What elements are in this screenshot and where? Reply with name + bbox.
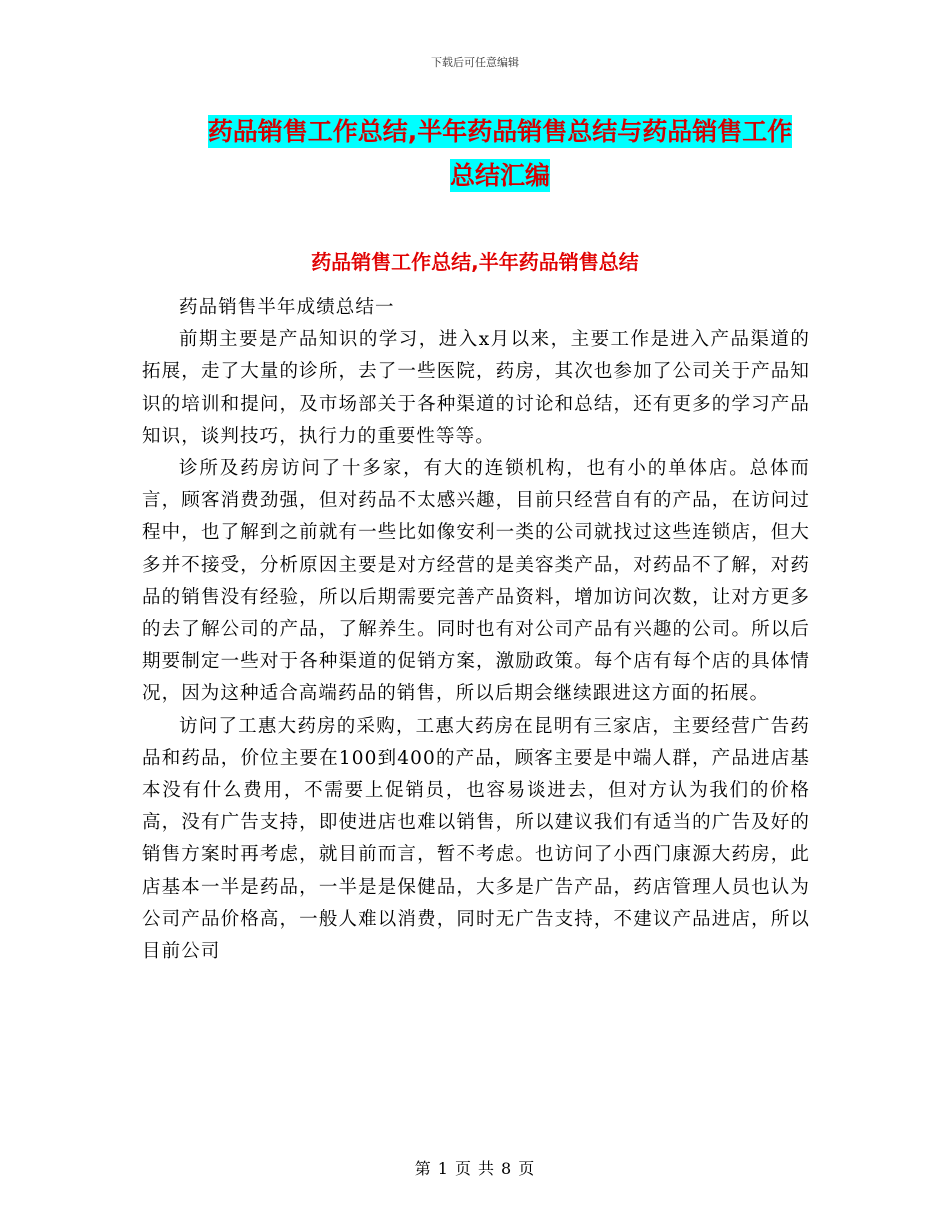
page-total: 8 bbox=[501, 1159, 513, 1178]
footer-unit: 页 bbox=[454, 1159, 472, 1178]
paragraph: 访问了工惠大药房的采购，工惠大药房在昆明有三家店，主要经营广告药品和药品，价位主要在100到400的产品，顾客主要是中端人群，产品进店基本没有什么费用，不需要上促销员，也容易谈进去，但对方认为我们的价格高，没有广告支持，即使进店也难以销售，所以建议我们有适当的广告及好的销售方案时再考虑，就目前而言，暂不考虑。也访问了小西门康源大药房，此店基本一半是药品，一半是是保健品，大多是广告产品，药店管理人员也认为公司产品价格高，一般人难以消费，同时无广告支持，不建议产品进店，所以目前公司 bbox=[142, 715, 810, 963]
document-title bbox=[150, 110, 850, 198]
document-title-line2: 总结汇编 bbox=[449, 161, 550, 190]
paragraph: 诊所及药房访问了十多家，有大的连锁机构，也有小的单体店。总体而言，顾客消费劲强，但对药品不太感兴趣，目前只经营自有的产品，在访问过程中，也了解到之前就有一些比如像安利一类的公司就找过这些连锁店，但大多并不接受，分析原因主要是对方经营的是美容类产品，对药品不了解，对药品的销售没有经验，所以后期需要完善产品资料，增加访问次数，让对方更多的去了解公司的产品，了解养生。同时也有对公司产品有兴趣的公司。所以后期要制定一些对于各种渠道的促销方案，激励政策。每个店有每个店的具体情况，因为这种适合高端药品的销售，所以后期会继续跟进这方面的拓展。 bbox=[142, 458, 810, 705]
document-title-line1: 药品销售工作总结,半年药品销售总结与药品销售工作 bbox=[207, 117, 793, 146]
page-number: 1 bbox=[437, 1159, 449, 1178]
paragraph: 前期主要是产品知识的学习，进入x月以来，主要工作是进入产品渠道的拓展，走了大量的诊所，去了一些医院，药房，其次也参加了公司关于产品知识的培训和提问，及市场部关于各种渠道的讨论和总结，还有更多的学习产品知识，谈判技巧，执行力的重要性等等。 bbox=[142, 329, 810, 447]
body-text bbox=[142, 292, 810, 968]
page-footer bbox=[0, 1156, 950, 1179]
section-title: 药品销售工作总结,半年药品销售总结 bbox=[311, 250, 639, 274]
footer-suffix: 页 bbox=[518, 1159, 536, 1178]
footer-middle: 共 bbox=[478, 1159, 496, 1178]
header-note: 下载后可任意编辑 bbox=[431, 56, 519, 69]
footer-prefix: 第 bbox=[414, 1159, 432, 1178]
paragraph: 药品销售半年成绩总结一 bbox=[179, 297, 395, 318]
